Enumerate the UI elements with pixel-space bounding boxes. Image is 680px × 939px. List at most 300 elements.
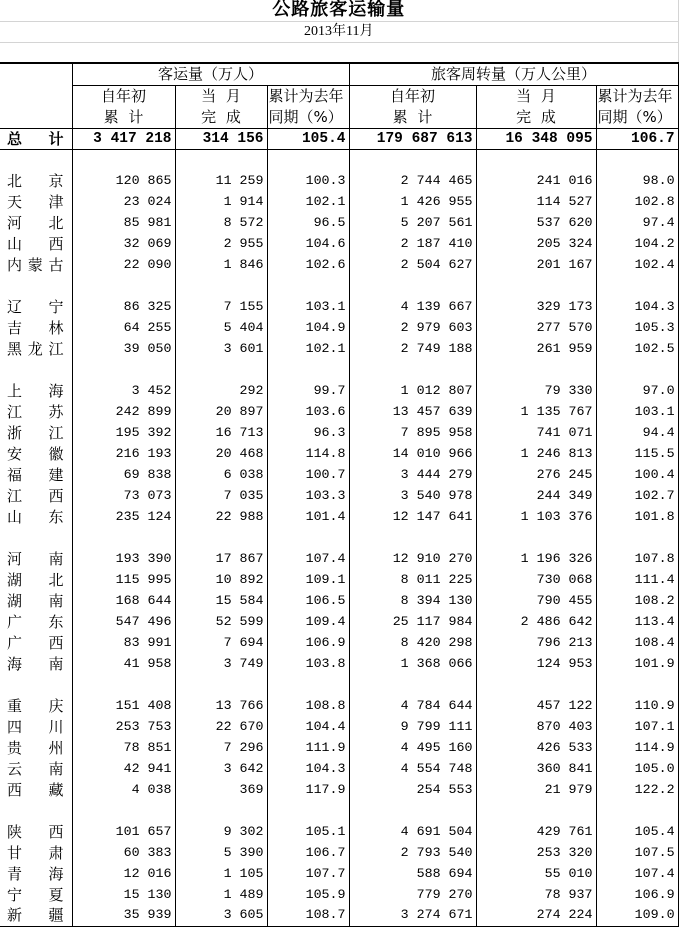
region-name: 海南 <box>0 653 72 674</box>
empty-cell <box>476 527 596 548</box>
passenger-turnover-yoy-pct: 107.1 <box>596 716 678 737</box>
table-row <box>0 716 678 737</box>
passenger-volume-month: 7 296 <box>175 737 267 758</box>
passenger-turnover-month: 79 330 <box>476 380 596 401</box>
total-row <box>0 128 678 149</box>
table-row <box>0 821 678 842</box>
empty-cell <box>0 800 72 821</box>
empty-cell <box>267 359 349 380</box>
passenger-volume-month: 2 955 <box>175 233 267 254</box>
passenger-turnover-ytd: 2 749 188 <box>349 338 476 359</box>
passenger-volume-month: 369 <box>175 779 267 800</box>
empty-cell <box>0 674 72 695</box>
passenger-turnover-month: 1 135 767 <box>476 401 596 422</box>
passenger-volume-month: 17 867 <box>175 548 267 569</box>
passenger-turnover-month: 730 068 <box>476 569 596 590</box>
empty-cell <box>72 275 175 296</box>
spacer-row <box>0 359 678 380</box>
passenger-volume-ytd: 115 995 <box>72 569 175 590</box>
header-row-line2 <box>0 106 678 128</box>
passenger-turnover-yoy-pct: 107.4 <box>596 863 678 884</box>
passenger-volume-month: 1 846 <box>175 254 267 275</box>
passenger-turnover-ytd: 8 394 130 <box>349 590 476 611</box>
header-turnover-yoy: 累计为去年 <box>596 85 678 106</box>
passenger-turnover-yoy-pct: 101.8 <box>596 506 678 527</box>
passenger-volume-ytd: 39 050 <box>72 338 175 359</box>
passenger-turnover-ytd: 2 744 465 <box>349 170 476 191</box>
table-row <box>0 464 678 485</box>
passenger-volume-ytd: 22 090 <box>72 254 175 275</box>
passenger-turnover-month: 429 761 <box>476 821 596 842</box>
passenger-volume-ytd: 78 851 <box>72 737 175 758</box>
passenger-volume-month: 9 302 <box>175 821 267 842</box>
passenger-volume-month: 7 155 <box>175 296 267 317</box>
region-name: 广东 <box>0 611 72 632</box>
passenger-turnover-yoy-pct: 106.9 <box>596 884 678 905</box>
passenger-turnover-ytd: 25 117 984 <box>349 611 476 632</box>
passenger-turnover-month: 124 953 <box>476 653 596 674</box>
passenger-turnover-month: 537 620 <box>476 212 596 233</box>
region-name: 贵州 <box>0 737 72 758</box>
passenger-turnover-month: 55 010 <box>476 863 596 884</box>
region-name: 江西 <box>0 485 72 506</box>
header-turnover-ytd: 自年初 <box>349 85 476 106</box>
passenger-turnover-yoy-pct: 105.4 <box>596 821 678 842</box>
table-row <box>0 569 678 590</box>
passenger-volume-yoy-pct: 104.4 <box>267 716 349 737</box>
header-turnover-ytd-sub: 累 计 <box>349 106 476 128</box>
passenger-turnover-month: 244 349 <box>476 485 596 506</box>
passenger-turnover-ytd: 4 691 504 <box>349 821 476 842</box>
passenger-volume-ytd: 168 644 <box>72 590 175 611</box>
passenger-turnover-month: 796 213 <box>476 632 596 653</box>
passenger-turnover-yoy-pct: 109.0 <box>596 905 678 926</box>
table-row <box>0 548 678 569</box>
passenger-turnover-yoy-pct: 105.3 <box>596 317 678 338</box>
table-row <box>0 401 678 422</box>
passenger-volume-ytd: 60 383 <box>72 842 175 863</box>
passenger-turnover-yoy-pct: 113.4 <box>596 611 678 632</box>
passenger-turnover-ytd: 2 187 410 <box>349 233 476 254</box>
passenger-turnover-ytd: 1 012 807 <box>349 380 476 401</box>
header-row-group <box>0 63 678 85</box>
passenger-turnover-yoy-pct: 108.2 <box>596 590 678 611</box>
passenger-volume-yoy-pct: 107.4 <box>267 548 349 569</box>
passenger-volume-ytd: 35 939 <box>72 905 175 926</box>
spacer-row <box>0 674 678 695</box>
passenger-turnover-yoy-pct: 105.0 <box>596 758 678 779</box>
header-volume-yoy-sub: 同期（%） <box>267 106 349 128</box>
table-row <box>0 884 678 905</box>
passenger-turnover-yoy-pct: 98.0 <box>596 170 678 191</box>
region-name: 重庆 <box>0 695 72 716</box>
region-name: 天津 <box>0 191 72 212</box>
passenger-turnover-yoy-pct: 100.4 <box>596 464 678 485</box>
passenger-volume-ytd: 64 255 <box>72 317 175 338</box>
passenger-volume-month: 292 <box>175 380 267 401</box>
passenger-turnover-ytd: 3 274 671 <box>349 905 476 926</box>
passenger-volume-ytd: 235 124 <box>72 506 175 527</box>
empty-cell <box>0 527 72 548</box>
header-turnover-month: 当 月 <box>476 85 596 106</box>
passenger-turnover-month: 1 196 326 <box>476 548 596 569</box>
passenger-volume-ytd: 41 958 <box>72 653 175 674</box>
empty-cell <box>349 275 476 296</box>
passenger-volume-yoy-pct: 104.3 <box>267 758 349 779</box>
empty-cell <box>0 42 678 63</box>
passenger-volume-ytd: 23 024 <box>72 191 175 212</box>
passenger-turnover-month: 21 979 <box>476 779 596 800</box>
header-volume-ytd-sub: 累 计 <box>72 106 175 128</box>
empty-cell <box>72 527 175 548</box>
passenger-volume-yoy-pct: 103.8 <box>267 653 349 674</box>
header-passenger-turnover: 旅客周转量（万人公里） <box>349 63 678 85</box>
passenger-turnover-month: 78 937 <box>476 884 596 905</box>
passenger-volume-yoy-pct: 104.9 <box>267 317 349 338</box>
passenger-turnover-yoy-pct: 102.8 <box>596 191 678 212</box>
region-name: 西藏 <box>0 779 72 800</box>
table-row <box>0 632 678 653</box>
empty-cell <box>349 527 476 548</box>
passenger-volume-yoy-pct: 106.7 <box>267 842 349 863</box>
passenger-turnover-yoy-pct: 115.5 <box>596 443 678 464</box>
passenger-turnover-ytd: 3 444 279 <box>349 464 476 485</box>
table-row <box>0 737 678 758</box>
passenger-volume-ytd: 193 390 <box>72 548 175 569</box>
passenger-volume-ytd: 86 325 <box>72 296 175 317</box>
passenger-volume-yoy-pct: 117.9 <box>267 779 349 800</box>
passenger-turnover-yoy-pct: 108.4 <box>596 632 678 653</box>
passenger-volume-yoy-pct: 108.8 <box>267 695 349 716</box>
table-row <box>0 212 678 233</box>
passenger-turnover-month: 329 173 <box>476 296 596 317</box>
empty-cell <box>596 275 678 296</box>
region-name: 新疆 <box>0 905 72 926</box>
passenger-volume-yoy-pct: 102.6 <box>267 254 349 275</box>
region-name: 内蒙古 <box>0 254 72 275</box>
passenger-volume-yoy-pct: 107.7 <box>267 863 349 884</box>
empty-cell <box>175 359 267 380</box>
empty-cell <box>476 359 596 380</box>
passenger-volume-yoy-pct: 114.8 <box>267 443 349 464</box>
empty-cell <box>349 800 476 821</box>
header-row-line1 <box>0 85 678 106</box>
passenger-turnover-month: 114 527 <box>476 191 596 212</box>
passenger-volume-yoy-pct: 105.9 <box>267 884 349 905</box>
empty-cell <box>72 800 175 821</box>
header-volume-month: 当 月 <box>175 85 267 106</box>
header-passenger-volume: 客运量（万人） <box>72 63 349 85</box>
region-name: 山东 <box>0 506 72 527</box>
table-row <box>0 485 678 506</box>
empty-cell <box>0 149 72 170</box>
header-volume-ytd: 自年初 <box>72 85 175 106</box>
total-label: 总计 <box>0 128 72 149</box>
empty-cell <box>267 674 349 695</box>
region-name: 云南 <box>0 758 72 779</box>
passenger-turnover-yoy-pct: 114.9 <box>596 737 678 758</box>
empty-cell <box>596 527 678 548</box>
passenger-turnover-yoy-pct: 101.9 <box>596 653 678 674</box>
passenger-volume-month: 6 038 <box>175 464 267 485</box>
passenger-turnover-yoy-pct: 102.7 <box>596 485 678 506</box>
passenger-volume-month: 3 749 <box>175 653 267 674</box>
empty-cell <box>349 674 476 695</box>
passenger-turnover-month: 261 959 <box>476 338 596 359</box>
passenger-volume-month: 20 897 <box>175 401 267 422</box>
passenger-turnover-month: 201 167 <box>476 254 596 275</box>
passenger-turnover-ytd: 14 010 966 <box>349 443 476 464</box>
table-row <box>0 842 678 863</box>
passenger-volume-ytd: 83 991 <box>72 632 175 653</box>
passenger-turnover-yoy-pct: 107.5 <box>596 842 678 863</box>
empty-cell <box>476 800 596 821</box>
empty-cell <box>267 149 349 170</box>
table-row <box>0 380 678 401</box>
passenger-volume-ytd: 101 657 <box>72 821 175 842</box>
region-name: 吉林 <box>0 317 72 338</box>
region-name: 陕西 <box>0 821 72 842</box>
empty-cell <box>349 359 476 380</box>
table-row <box>0 863 678 884</box>
passenger-volume-yoy-pct: 100.3 <box>267 170 349 191</box>
empty-cell <box>596 674 678 695</box>
passenger-volume-month: 13 766 <box>175 695 267 716</box>
empty-cell <box>476 674 596 695</box>
region-name: 宁夏 <box>0 884 72 905</box>
passenger-volume-ytd: 216 193 <box>72 443 175 464</box>
passenger-volume-yoy-pct: 100.7 <box>267 464 349 485</box>
region-name: 广西 <box>0 632 72 653</box>
passenger-volume-month: 20 468 <box>175 443 267 464</box>
passenger-turnover-ytd: 1 368 066 <box>349 653 476 674</box>
passenger-turnover-month: 360 841 <box>476 758 596 779</box>
passenger-volume-ytd: 547 496 <box>72 611 175 632</box>
passenger-volume-ytd: 4 038 <box>72 779 175 800</box>
passenger-turnover-yoy-pct: 103.1 <box>596 401 678 422</box>
passenger-volume-month: 10 892 <box>175 569 267 590</box>
empty-cell <box>0 359 72 380</box>
passenger-volume-yoy-pct: 111.9 <box>267 737 349 758</box>
passenger-turnover-month: 205 324 <box>476 233 596 254</box>
passenger-turnover-yoy-pct: 94.4 <box>596 422 678 443</box>
passenger-volume-yoy-pct: 103.1 <box>267 296 349 317</box>
empty-cell <box>175 674 267 695</box>
passenger-volume-month: 1 914 <box>175 191 267 212</box>
passenger-volume-month: 7 694 <box>175 632 267 653</box>
table-row <box>0 779 678 800</box>
table-row <box>0 758 678 779</box>
total-passenger-turnover-yoy-pct: 106.7 <box>596 128 678 149</box>
region-name: 四川 <box>0 716 72 737</box>
passenger-turnover-month: 457 122 <box>476 695 596 716</box>
passenger-turnover-ytd: 2 793 540 <box>349 842 476 863</box>
passenger-volume-month: 7 035 <box>175 485 267 506</box>
passenger-turnover-month: 870 403 <box>476 716 596 737</box>
passenger-volume-ytd: 42 941 <box>72 758 175 779</box>
passenger-turnover-month: 790 455 <box>476 590 596 611</box>
region-name: 甘肃 <box>0 842 72 863</box>
header-turnover-yoy-sub: 同期（%） <box>596 106 678 128</box>
passenger-turnover-month: 241 016 <box>476 170 596 191</box>
spacer-row <box>0 275 678 296</box>
passenger-volume-ytd: 15 130 <box>72 884 175 905</box>
passenger-volume-yoy-pct: 106.9 <box>267 632 349 653</box>
passenger-turnover-yoy-pct: 122.2 <box>596 779 678 800</box>
region-name: 湖南 <box>0 590 72 611</box>
passenger-turnover-ytd: 2 504 627 <box>349 254 476 275</box>
passenger-turnover-month: 1 246 813 <box>476 443 596 464</box>
passenger-volume-month: 52 599 <box>175 611 267 632</box>
passenger-volume-yoy-pct: 96.3 <box>267 422 349 443</box>
passenger-turnover-month: 277 570 <box>476 317 596 338</box>
passenger-volume-month: 5 390 <box>175 842 267 863</box>
total-passenger-volume-month: 314 156 <box>175 128 267 149</box>
region-name: 安徽 <box>0 443 72 464</box>
passenger-turnover-ytd: 12 147 641 <box>349 506 476 527</box>
passenger-volume-ytd: 253 753 <box>72 716 175 737</box>
spacer-row <box>0 800 678 821</box>
passenger-volume-ytd: 242 899 <box>72 401 175 422</box>
passenger-turnover-yoy-pct: 102.4 <box>596 254 678 275</box>
passenger-volume-month: 3 601 <box>175 338 267 359</box>
table-row <box>0 422 678 443</box>
empty-cell <box>175 149 267 170</box>
empty-cell <box>596 359 678 380</box>
passenger-volume-month: 22 670 <box>175 716 267 737</box>
passenger-turnover-ytd: 8 011 225 <box>349 569 476 590</box>
passenger-turnover-yoy-pct: 111.4 <box>596 569 678 590</box>
empty-cell <box>72 359 175 380</box>
passenger-turnover-yoy-pct: 97.4 <box>596 212 678 233</box>
passenger-turnover-month: 741 071 <box>476 422 596 443</box>
passenger-turnover-yoy-pct: 104.3 <box>596 296 678 317</box>
region-name: 辽宁 <box>0 296 72 317</box>
passenger-volume-ytd: 32 069 <box>72 233 175 254</box>
empty-cell <box>72 674 175 695</box>
passenger-turnover-ytd: 4 495 160 <box>349 737 476 758</box>
title-row <box>0 0 678 21</box>
passenger-turnover-month: 1 103 376 <box>476 506 596 527</box>
table-row <box>0 695 678 716</box>
region-name: 河北 <box>0 212 72 233</box>
passenger-volume-month: 1 489 <box>175 884 267 905</box>
passenger-volume-yoy-pct: 103.3 <box>267 485 349 506</box>
empty-cell <box>476 275 596 296</box>
empty-cell <box>596 800 678 821</box>
passenger-volume-ytd: 195 392 <box>72 422 175 443</box>
passenger-volume-ytd: 3 452 <box>72 380 175 401</box>
passenger-turnover-ytd: 7 895 958 <box>349 422 476 443</box>
empty-cell <box>349 149 476 170</box>
passenger-volume-month: 15 584 <box>175 590 267 611</box>
passenger-turnover-ytd: 254 553 <box>349 779 476 800</box>
empty-cell <box>0 275 72 296</box>
empty-cell <box>175 527 267 548</box>
passenger-volume-ytd: 120 865 <box>72 170 175 191</box>
total-passenger-turnover-ytd: 179 687 613 <box>349 128 476 149</box>
total-passenger-turnover-month: 16 348 095 <box>476 128 596 149</box>
passenger-turnover-month: 426 533 <box>476 737 596 758</box>
passenger-volume-yoy-pct: 109.4 <box>267 611 349 632</box>
empty-cell <box>175 800 267 821</box>
passenger-turnover-ytd: 4 784 644 <box>349 695 476 716</box>
table-row <box>0 338 678 359</box>
passenger-volume-ytd: 73 073 <box>72 485 175 506</box>
region-name: 上海 <box>0 380 72 401</box>
table-row <box>0 254 678 275</box>
passenger-turnover-ytd: 12 910 270 <box>349 548 476 569</box>
passenger-turnover-yoy-pct: 97.0 <box>596 380 678 401</box>
passenger-turnover-yoy-pct: 104.2 <box>596 233 678 254</box>
passenger-turnover-yoy-pct: 110.9 <box>596 695 678 716</box>
passenger-turnover-ytd: 588 694 <box>349 863 476 884</box>
date-row <box>0 21 678 42</box>
passenger-volume-month: 3 605 <box>175 905 267 926</box>
passenger-turnover-month: 2 486 642 <box>476 611 596 632</box>
header-volume-month-sub: 完 成 <box>175 106 267 128</box>
table-row <box>0 653 678 674</box>
table-row <box>0 590 678 611</box>
passenger-volume-ytd: 151 408 <box>72 695 175 716</box>
spacer-row <box>0 149 678 170</box>
passenger-volume-ytd: 12 016 <box>72 863 175 884</box>
empty-cell <box>267 800 349 821</box>
passenger-volume-yoy-pct: 99.7 <box>267 380 349 401</box>
passenger-turnover-ytd: 13 457 639 <box>349 401 476 422</box>
passenger-volume-yoy-pct: 101.4 <box>267 506 349 527</box>
table-row <box>0 506 678 527</box>
table-row <box>0 905 678 926</box>
table-row <box>0 317 678 338</box>
region-name: 河南 <box>0 548 72 569</box>
passenger-volume-yoy-pct: 108.7 <box>267 905 349 926</box>
passenger-volume-yoy-pct: 103.6 <box>267 401 349 422</box>
passenger-volume-yoy-pct: 105.1 <box>267 821 349 842</box>
passenger-volume-yoy-pct: 109.1 <box>267 569 349 590</box>
table-row <box>0 611 678 632</box>
passenger-turnover-ytd: 3 540 978 <box>349 485 476 506</box>
passenger-volume-month: 3 642 <box>175 758 267 779</box>
passenger-volume-yoy-pct: 104.6 <box>267 233 349 254</box>
passenger-turnover-ytd: 4 554 748 <box>349 758 476 779</box>
passenger-volume-yoy-pct: 102.1 <box>267 338 349 359</box>
region-name: 湖北 <box>0 569 72 590</box>
passenger-turnover-ytd: 9 799 111 <box>349 716 476 737</box>
passenger-volume-ytd: 69 838 <box>72 464 175 485</box>
passenger-turnover-ytd: 1 426 955 <box>349 191 476 212</box>
spacer-row <box>0 42 678 63</box>
passenger-turnover-ytd: 779 270 <box>349 884 476 905</box>
passenger-volume-month: 5 404 <box>175 317 267 338</box>
passenger-volume-month: 8 572 <box>175 212 267 233</box>
empty-cell <box>267 275 349 296</box>
table-row <box>0 443 678 464</box>
empty-cell <box>596 149 678 170</box>
passenger-volume-yoy-pct: 96.5 <box>267 212 349 233</box>
header-turnover-month-sub: 完 成 <box>476 106 596 128</box>
passenger-turnover-month: 274 224 <box>476 905 596 926</box>
header-volume-yoy: 累计为去年 <box>267 85 349 106</box>
total-passenger-volume-ytd: 3 417 218 <box>72 128 175 149</box>
passenger-turnover-yoy-pct: 107.8 <box>596 548 678 569</box>
passenger-turnover-ytd: 2 979 603 <box>349 317 476 338</box>
region-name: 山西 <box>0 233 72 254</box>
passenger-volume-month: 16 713 <box>175 422 267 443</box>
empty-cell <box>476 149 596 170</box>
passenger-volume-month: 1 105 <box>175 863 267 884</box>
region-name: 江苏 <box>0 401 72 422</box>
